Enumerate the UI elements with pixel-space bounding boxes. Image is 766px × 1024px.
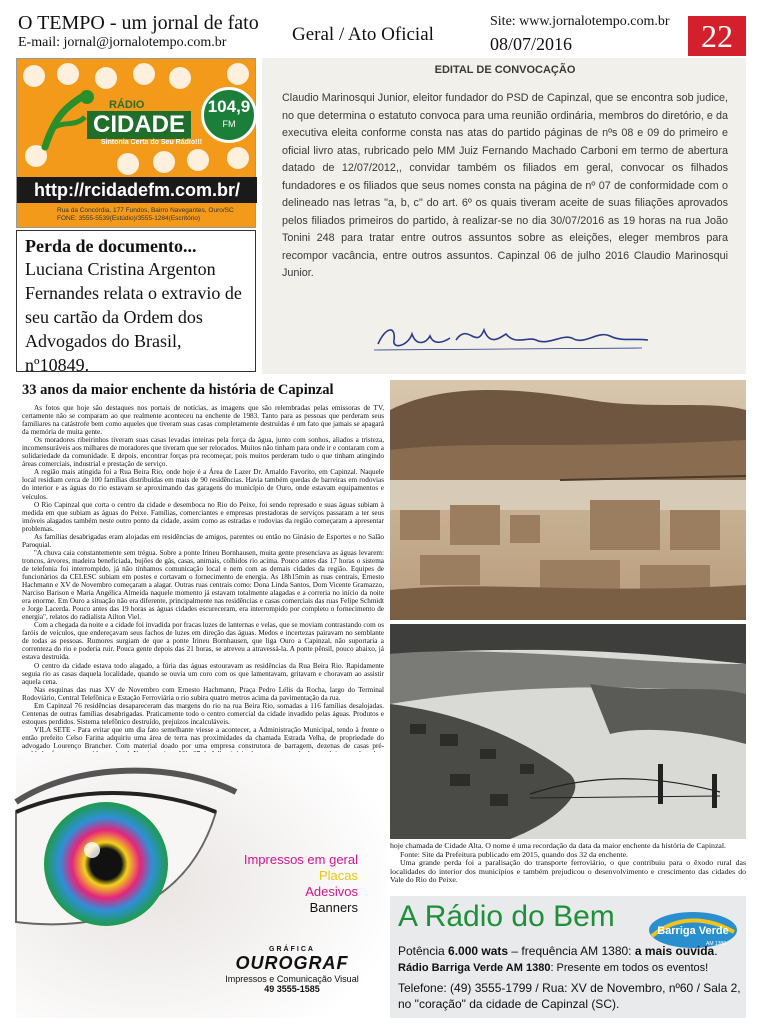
radio-bem-title: A Rádio do Bem — [398, 900, 615, 933]
article-paragraph: Nas esquinas das ruas XV de Novembro com Ernesto Hachmann, Praça Pedro Lélis da Rocha, largo do Terminal Rodoviário, Central Telefônica e Estação Ferroviária o rio subira quatro metros acima da pavimentação da rua. — [22, 685, 384, 702]
radio-bem-name-line — [398, 962, 708, 974]
frequency-badge — [201, 87, 257, 143]
radio-address-phone: FONE: 3555-5539(Estúdio)/3555-1284(Escritório) — [57, 215, 201, 222]
edital-notice — [262, 58, 746, 374]
lost-document-body: Luciana Cristina Argenton Fernandes relata o extravio de seu cartão da Ordem dos Advogados do Brasil, nº10849. — [25, 259, 242, 375]
article-paragraph: A região mais atingida foi a Rua Beira Rio, onde hoje é a Área de Lazer Dr. Arnaldo Favorito, em Capinzal. Naquele local residiam cerca de 100 famílias distribuídas em mais de 90 residências. Havia também quedas de barreiras em rodovias do interior e as águas do rio estavam se aproximando das garagens do município de Ouro, onde estavam equipamentos e veículos. — [22, 468, 384, 501]
radio-bem-contact: Telefone: (49) 3555-1799 / Rua: XV de Novembro, nº60 / Sala 2, no "coração" da cidade de Capinzal (SC). — [398, 981, 741, 1011]
power-end: . — [714, 944, 718, 958]
radio-address — [57, 207, 253, 223]
article-paragraph: O Rio Capinzal que corta o centro da cidade e desemboca no Rio do Peixe, foi sendo represado e suas águas subiam à medida em que subiam as águas do Peixe. Famílias, comerciantes e empresas prestadoras de serviços passaram a ter seus imóveis alagados também neste outro ponto da cidade, assim como as estradas e rodovias da região começaram a apresentar problemas. — [22, 500, 384, 533]
radio-bem-name: Rádio Barriga Verde AM 1380 — [398, 962, 551, 974]
photo-caption — [390, 842, 746, 885]
power-mid: – frequência AM 1380: — [508, 944, 635, 958]
edital-title: EDITAL DE CONVOCAÇÃO — [434, 64, 576, 76]
lost-document-title: Perda de documento... — [25, 236, 197, 256]
radio-barriga-verde-ad — [390, 896, 746, 1018]
edital-body: Claudio Marinosqui Junior, eleitor fundador do PSD de Capinzal, que se encontra sob judice, no que determina o estatuto convoca para uma reunião ordinária, membros do diretório, e da executiva eleita conforme consta nas atas do partido páginas de nºs 08 e 09 do primeiro e oficial livro atas, rubricado pelo MM Juiz Fernando Machado Carboni em termo de abertura datado de 12/07/2012,, convidar também os filiados em geral, convocar os filhados fundadores e os filiados que seus nomes consta na página de nº 07 de conformidade com o delineado nas letras "a, b, c" do art. 6º os quais tiveram aceite de suas filiações aprovados pelos filiados primeiros do partido, à realizar-se no dia 30/07/2016 as 19 horas na rua João Tonini 248 para tratar entre outros assuntos sobre as eleições, eleger membros para recompor vacância, entre outros assuntos. Capinzal 06 de julho 2016 Claudio Marinosqui Junior. — [282, 92, 728, 279]
page-number-badge: 22 — [688, 16, 746, 56]
power-value: 6.000 wats — [448, 944, 509, 958]
radio-bem-power — [398, 944, 718, 958]
article-paragraph: Em Capinzal 76 residências desapareceram das margens do rio na rua Beira Rio, somadas a 116 famílias desalojadas. Centenas de outras famílias desabrigadas. Praticamente todo o centro comercial da cidade invadido pelas águas. Produtos e estoques perdidos. Sistema telefônico destruído, prejuízos incalculáveis. — [22, 701, 384, 726]
caption-source: Fonte: Site da Prefeitura publicado em 2015, quando dos 32 da enchente. — [400, 849, 629, 859]
newspaper-site: Site: www.jornalotempo.com.br — [490, 14, 670, 29]
radio-address-street: Rua da Concórdia, 177 Fundos, Bairro Navegantes, Ouro/SC — [57, 207, 234, 214]
radio-url[interactable]: http://rcidadefm.com.br/ — [17, 177, 257, 203]
frequency-number: 104,9 — [207, 97, 251, 116]
signature-image — [372, 316, 652, 356]
section-title: Geral / Ato Oficial — [292, 24, 434, 45]
newspaper-title: O TEMPO - um jornal de fato — [18, 12, 259, 34]
radio-label: RÁDIO — [109, 99, 145, 111]
logo-text: Barriga Verde — [657, 925, 729, 937]
logo-subtext: AM 1380 — [705, 941, 727, 947]
ad-service: Impressos em geral — [243, 852, 358, 867]
issue-date: 08/07/2016 — [490, 34, 573, 54]
ourograf-ad — [16, 752, 386, 1018]
flood-photo-river — [390, 624, 746, 839]
grafica-phone: 49 3555-1585 — [264, 984, 320, 994]
grafica-label: GRÁFICA — [269, 946, 315, 953]
ad-service: Banners — [309, 900, 358, 915]
ourograf-logo — [212, 946, 372, 994]
article-title: 33 anos da maior enchente da história de Capinzal — [22, 382, 334, 398]
grafica-name: OUROGRAF — [235, 953, 349, 973]
radio-bem-name-rest: : Presente em todos os eventos! — [550, 962, 709, 974]
article-paragraph: As fotos que hoje são destaques nos portais de notícias, as imagens que são relembradas pelas emissoras de TV, certamente não se comparam ao que realmente aconteceu na enchente de 1983. Tanto para as pessoas que perderam seus familiares na catástrofe bem como aqueles que tiveram suas casas completamente destruídas é um fato que jamais se apagará da memória de muita gente. — [22, 404, 384, 437]
caption-line: Uma grande perda foi a paralisação do transporte ferroviário, o que contribuiu para o êxodo rural das localidades do interior dos municípios e também prejudicou o desenvolvimento e crescimento das cidades do Vale do Rio do Peixe. — [390, 858, 746, 885]
frequency-band: FM — [222, 119, 236, 129]
article-body — [22, 404, 384, 748]
flood-photo-town-image — [390, 380, 746, 620]
article-paragraph: O centro da cidade estava todo alagado, a fúria das águas estouravam as residências da Rua Beira Rio. Rapidamente seguia rio as casas daquela localidade, quando se ouvia um coro com os que lamentavam, gritavam e choravam ao assistir aquela cena. — [22, 661, 384, 686]
caption-line: hoje chamada de Cidade Alta. O nome é uma recordação da data da maior enchente da história de Capinzal. — [390, 841, 726, 850]
flood-photo-river-image — [390, 624, 746, 839]
power-prefix: Potência — [398, 944, 449, 958]
radio-name: CIDADE — [87, 111, 191, 139]
grafica-tagline: Impressos e Comunicação Visual — [225, 974, 359, 984]
ad-service: Adesivos — [305, 884, 358, 899]
ad-service: Placas — [318, 868, 358, 883]
article-paragraph: Os moradores ribeirinhos tiveram suas casas levadas inteiras pela força da água, junto com sonhos, aliados a tristeza, incomensuráveis aos milhares de moradores que tiveram que ser relocados. Muitos não tinham para onde ir e contaram com a solidariedade da comunidade. E depois, encontrar forças pra recomeçar, pois muitos perderam tudo o que tinham atingindo áreas comerciais, industrial e prestação de serviço. — [22, 436, 384, 469]
article-paragraph: VILA SETE - Para evitar que um dia fato semelhante viesse a acontecer, a Administração Municipal, tendo à frente o então prefeito Celso Farina adquiriu uma área de terra nas proximidades da chamada Estrada Velha, de propriedade do advogado Lourenço Brancher. Com material doado por uma empresa construtora de barragem, dezenas de casas pré- — [22, 725, 384, 750]
power-tag: a mais ouvida — [634, 944, 715, 958]
flood-photo-town — [390, 380, 746, 620]
article-paragraph: As famílias desabrigadas eram alojadas em residências de amigos, parentes ou então no Ginásio de Esportes e no Salão Paroquial. — [22, 532, 384, 549]
newspaper-email: E-mail: jornal@jornalotempo.com.br — [18, 35, 227, 50]
radio-cidade-ad — [16, 58, 256, 228]
article-paragraph: "A chuva caia constantemente sem trégua. Sobre a ponte Irineu Bornhausen, muita gente presenciava as águas levarem: troncos, árvores, madeira beneficiada, bujões de gás, casas, animais, colhidos rio acima. Pouco antes das 17 horas o sistema de telefonia foi interrompido, já não tínhamos comunicação local e nem com as demais cidades da região. Equipes de funcionários da CELESC subiam em postes e cortavam o fornecimento de energia. As 18h15min as ruas centrais, Ernesto Hachmann e XV de Novembro começaram a alagar. Outras ruas centrais como: Dona Linda Santos, Dom Vicente Gramazzo, Narciso Barison e Maria Angélica Almeida naquele momento já estavam totalmente alagadas e a correria no início da noite era enorme. Em Ouro a situação não era diferente, principalmente nas residências e casas comerciais das ruas Felipe Schmidt e Jorge Lacerda. Pouco antes das 19 horas as águas cidades escureceram, era interrompido por completo o fornecimento de energia", relatos do radialista Ailton Viel. — [22, 548, 384, 622]
radio-slogan: Sintonia Certa do Seu Rádio!!! — [101, 139, 203, 146]
ad-services-list — [244, 852, 358, 916]
lost-document-notice — [16, 230, 256, 375]
article-paragraph: Com a chegada da noite e a cidade foi invadida por fracas luzes de lanternas e velas, que se moviam contrastando com os faróis de veículos, que endereçavam seus fachos de luzes em direção das águas. Medos e incertezas pairavam no semblante de todas as pessoas. Rumores surgiam de que a ponte Irineu Bornhausen, que liga Ouro a Capinzal, não suportaria a correnteza do rio e poderia ruir. Pouca gente depois das 21 horas, se atreveu a atravessá-la. A ponte pênsil, pouco abaixo, já estava destruída. — [22, 621, 384, 662]
